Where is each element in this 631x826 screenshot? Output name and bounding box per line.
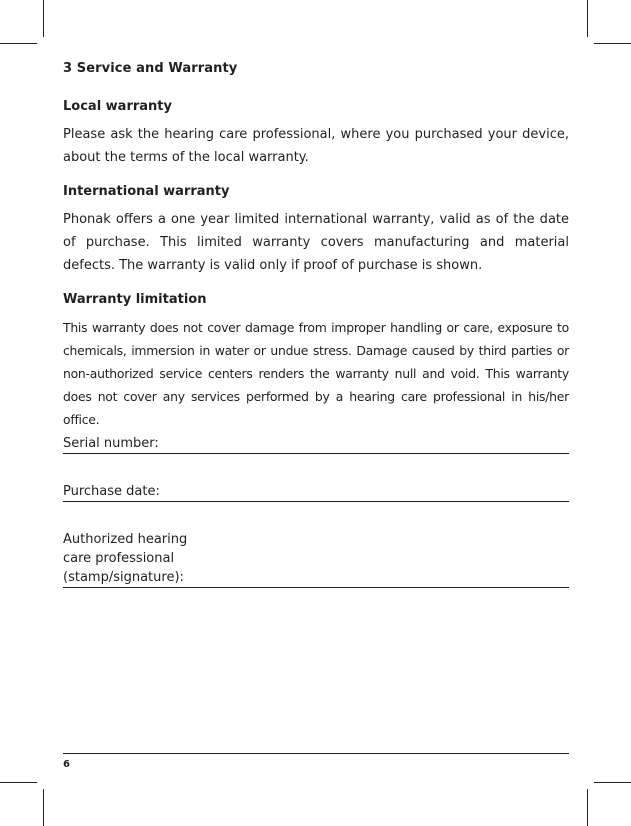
international-warranty-text: Phonak offers a one year limited international warranty, valid as of the date of purchase. This limited warranty covers manufacturing and material defects. The warranty is valid only if proof of purchase is shown. xyxy=(63,212,569,273)
warranty-limitation-text: This warranty does not cover damage from improper handling or care, exposure to chemicals, immersion in water or undue stress. Damage caused by third parties or non-authorized service centers renders the warranty null and void. This warranty does not cover any services performed by a hearing care professional in his/her office. xyxy=(63,320,569,427)
authorized-label-line-3: (stamp/signature): xyxy=(63,570,184,585)
crop-mark-top-right-v xyxy=(587,0,588,37)
crop-mark-top-left-h xyxy=(0,43,37,44)
section-title: 3 Service and Warranty xyxy=(63,61,238,76)
crop-mark-top-right-h xyxy=(594,43,631,44)
authorized-label-line-1: Authorized hearing xyxy=(63,532,188,547)
crop-mark-bottom-left-h xyxy=(0,782,37,783)
footer-rule xyxy=(63,753,569,754)
local-warranty-text: Please ask the hearing care professional, where you purchased your device, about the terms of the local warranty. xyxy=(63,127,569,165)
local-warranty-heading: Local warranty xyxy=(63,99,172,114)
purchase-date-field[interactable] xyxy=(63,482,569,502)
authorized-label-line-2: care professional xyxy=(63,551,175,566)
crop-mark-bottom-right-v xyxy=(587,789,588,826)
serial-number-field[interactable] xyxy=(63,434,569,454)
purchase-date-label: Purchase date: xyxy=(63,484,160,499)
crop-mark-top-left-v xyxy=(43,0,44,37)
international-warranty-heading: International warranty xyxy=(63,184,230,199)
serial-number-label: Serial number: xyxy=(63,436,159,451)
warranty-limitation-heading: Warranty limitation xyxy=(63,292,207,307)
crop-mark-bottom-right-h xyxy=(594,782,631,783)
page-number: 6 xyxy=(63,759,70,770)
authorized-professional-field[interactable] xyxy=(63,530,569,588)
crop-mark-bottom-left-v xyxy=(43,789,44,826)
